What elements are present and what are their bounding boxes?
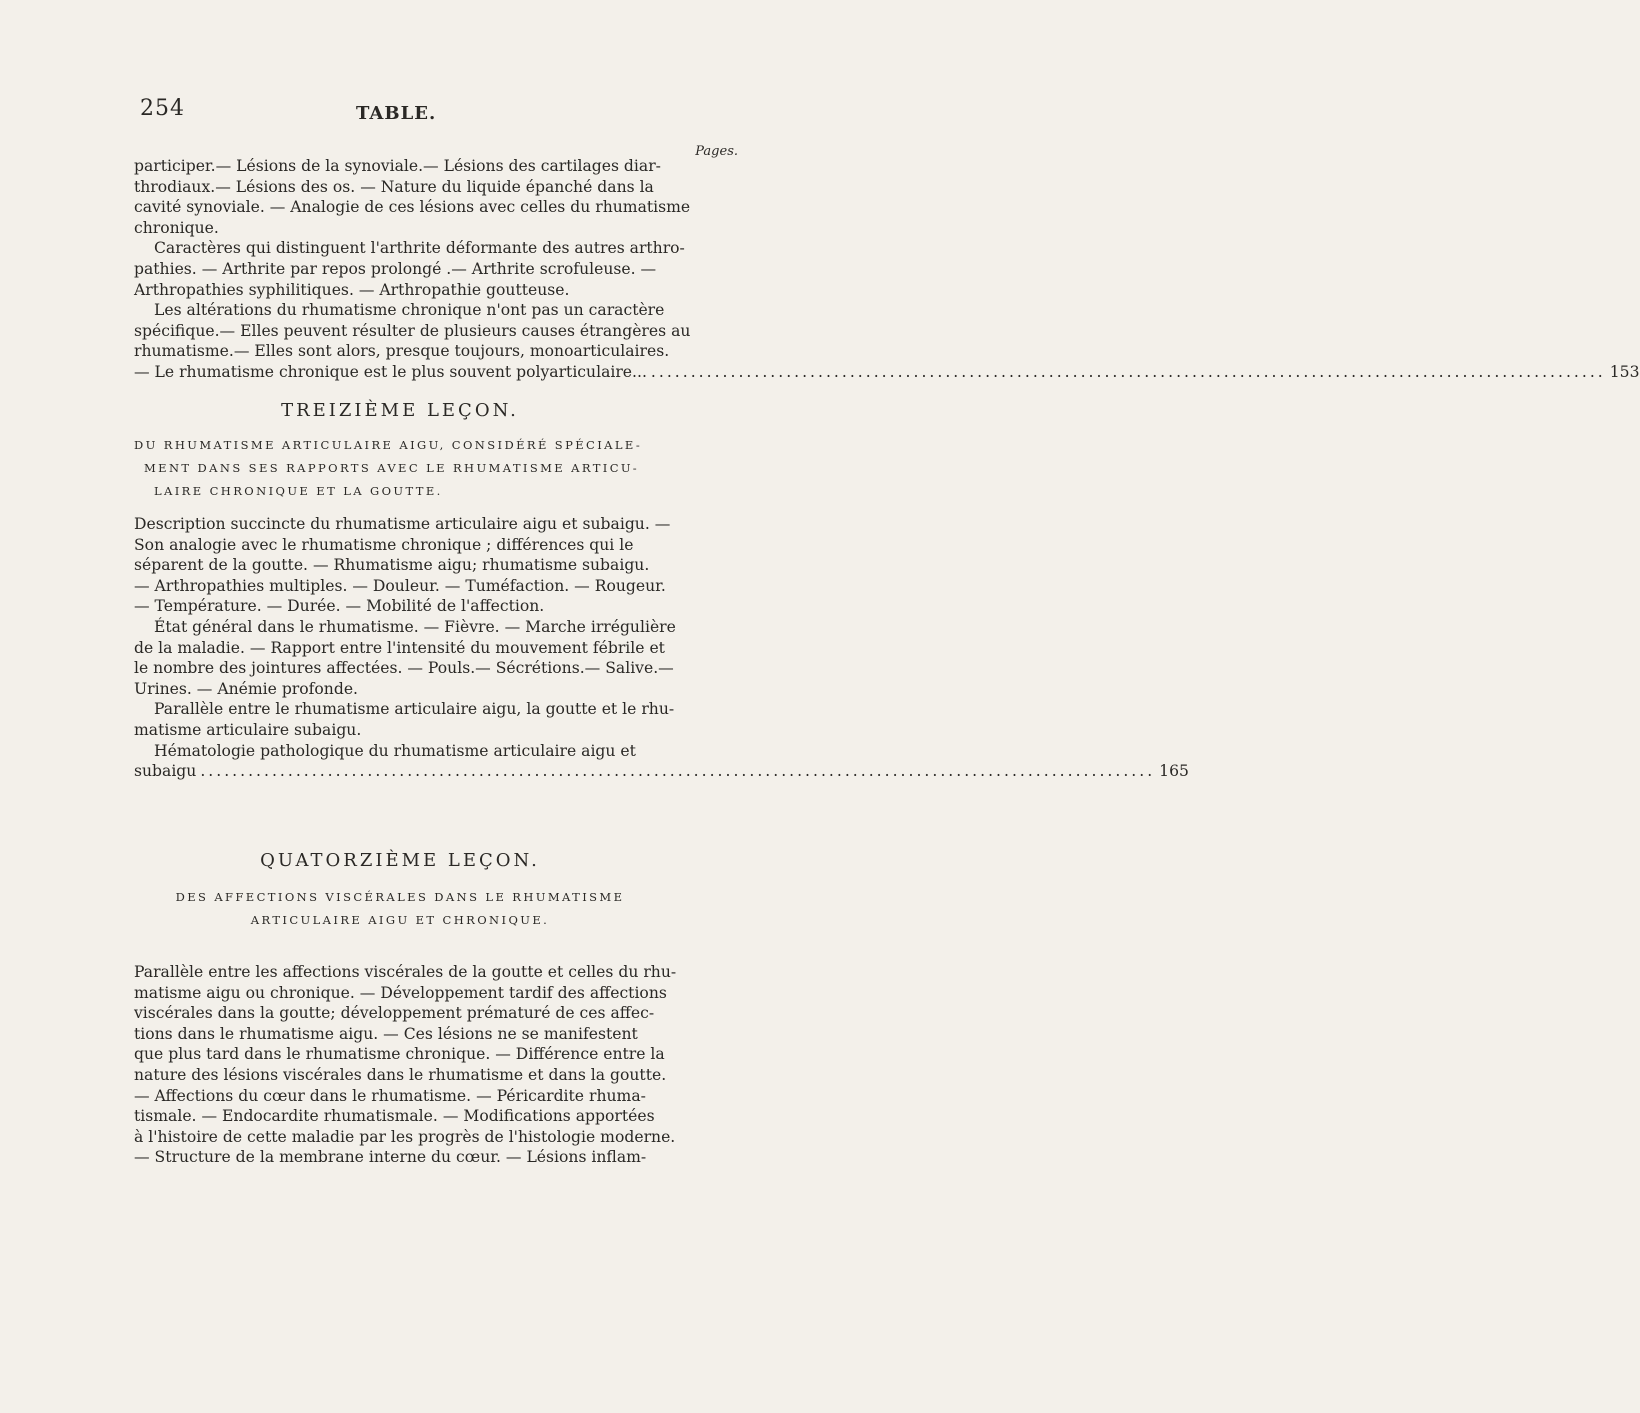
toc-line: spécifique.— Elles peuvent résulter de plusieurs causes étrangères au (134, 321, 691, 340)
toc-line: le nombre des jointures affectées. — Pouls.— Sécrétions.— Salive.— (134, 659, 674, 678)
pages-column-label: Pages. (695, 144, 738, 159)
toc-line: séparent de la goutte. — Rhumatisme aigu; rhumatisme subaigu. (134, 556, 650, 575)
toc-line: État général dans le rhumatisme. — Fièvre. — Marche irrégulière (154, 617, 676, 636)
toc-line: throdiaux.— Lésions des os. — Nature du liquide épanché dans la (134, 177, 654, 196)
toc-line: chronique. (134, 218, 219, 237)
toc-line: Parallèle entre le rhumatisme articulaire aigu, la goutte et le rhu- (154, 700, 675, 719)
toc-line: Les altérations du rhumatisme chronique n'ont pas un caractère (154, 301, 665, 320)
lesson-title: TREIZIÈME LEÇON. (281, 400, 519, 421)
running-title: TABLE. (356, 103, 437, 124)
toc-line: que plus tard dans le rhumatisme chronique. — Différence entre la (134, 1045, 665, 1064)
page-number: 254 (140, 96, 185, 121)
subtitle-line: ARTICULAIRE AIGU ET CHRONIQUE. (250, 913, 550, 927)
toc-line: — Structure de la membrane interne du cœur. — Lésions inflam- (134, 1148, 647, 1167)
toc-line: matisme articulaire subaigu. (134, 720, 362, 739)
toc-line: Hématologie pathologique du rhumatisme articulaire aigu et (154, 741, 636, 760)
toc-entry (134, 962, 744, 1168)
toc-line: Urines. — Anémie profonde. (134, 679, 359, 698)
toc-line: — Affections du cœur dans le rhumatisme. — Péricardite rhuma- (134, 1086, 646, 1105)
toc-line: tions dans le rhumatisme aigu. — Ces lésions ne se manifestent (134, 1024, 638, 1043)
toc-line: de la maladie. — Rapport entre l'intensité du mouvement fébrile et (134, 638, 665, 657)
page-reference: 153 (1609, 362, 1640, 381)
toc-entry (134, 514, 1189, 782)
leader-dots: ........................................................................................................................ (650, 362, 1606, 381)
toc-line: Arthropathies syphilitiques. — Arthropathie goutteuse. (134, 280, 570, 299)
toc-line: — Le rhumatisme chronique est le plus souvent polyarticulaire... (134, 362, 647, 381)
subtitle-line: MENT DANS SES RAPPORTS AVEC LE RHUMATISME ARTICU- (144, 461, 640, 475)
toc-line: Description succincte du rhumatisme articulaire aigu et subaigu. — (134, 515, 671, 533)
toc-line: cavité synoviale. — Analogie de ces lésions avec celles du rhumatisme (134, 198, 691, 217)
toc-line: Caractères qui distinguent l'arthrite déformante des autres arthro- (154, 239, 685, 258)
leader-dots: ........................................................................................................................ (200, 762, 1156, 781)
toc-line: — Arthropathies multiples. — Douleur. — Tuméfaction. — Rougeur. (134, 576, 666, 595)
subtitle-line: LAIRE CHRONIQUE ET LA GOUTTE. (154, 484, 443, 498)
toc-line: participer.— Lésions de la synoviale.— Lésions des cartilages diar- (134, 157, 661, 175)
toc-line: rhumatisme.— Elles sont alors, presque toujours, monoarticulaires. (134, 342, 670, 361)
toc-line: — Température. — Durée. — Mobilité de l'affection. (134, 597, 545, 616)
toc-entry-continued (134, 156, 1640, 383)
toc-line: Son analogie avec le rhumatisme chronique ; différences qui le (134, 535, 634, 554)
toc-line: subaigu (134, 762, 197, 781)
page-reference: 165 (1159, 762, 1189, 781)
toc-line-with-page (134, 362, 1640, 383)
lesson-subtitle (0, 886, 800, 932)
toc-line: viscérales dans la goutte; développement prématuré de ces affec- (134, 1004, 655, 1023)
toc-line: tismale. — Endocardite rhumatismale. — Modifications apportées (134, 1107, 655, 1126)
subtitle-line: DES AFFECTIONS VISCÉRALES DANS LE RHUMATISME (175, 890, 625, 904)
toc-line: pathies. — Arthrite par repos prolongé .— Arthrite scrofuleuse. — (134, 259, 657, 278)
toc-line: nature des lésions viscérales dans le rhumatisme et dans la goutte. (134, 1065, 667, 1084)
toc-line: Parallèle entre les affections viscérales de la goutte et celles du rhu- (134, 963, 677, 981)
lesson-title: QUATORZIÈME LEÇON. (260, 850, 540, 871)
lesson-subtitle (134, 434, 764, 503)
toc-line-with-page (134, 761, 1189, 782)
toc-line: à l'histoire de cette maladie par les progrès de l'histologie moderne. (134, 1127, 676, 1146)
subtitle-line: DU RHUMATISME ARTICULAIRE AIGU, CONSIDÉRÉ SPÉCIALE- (134, 438, 643, 452)
toc-line: matisme aigu ou chronique. — Développement tardif des affections (134, 983, 667, 1002)
